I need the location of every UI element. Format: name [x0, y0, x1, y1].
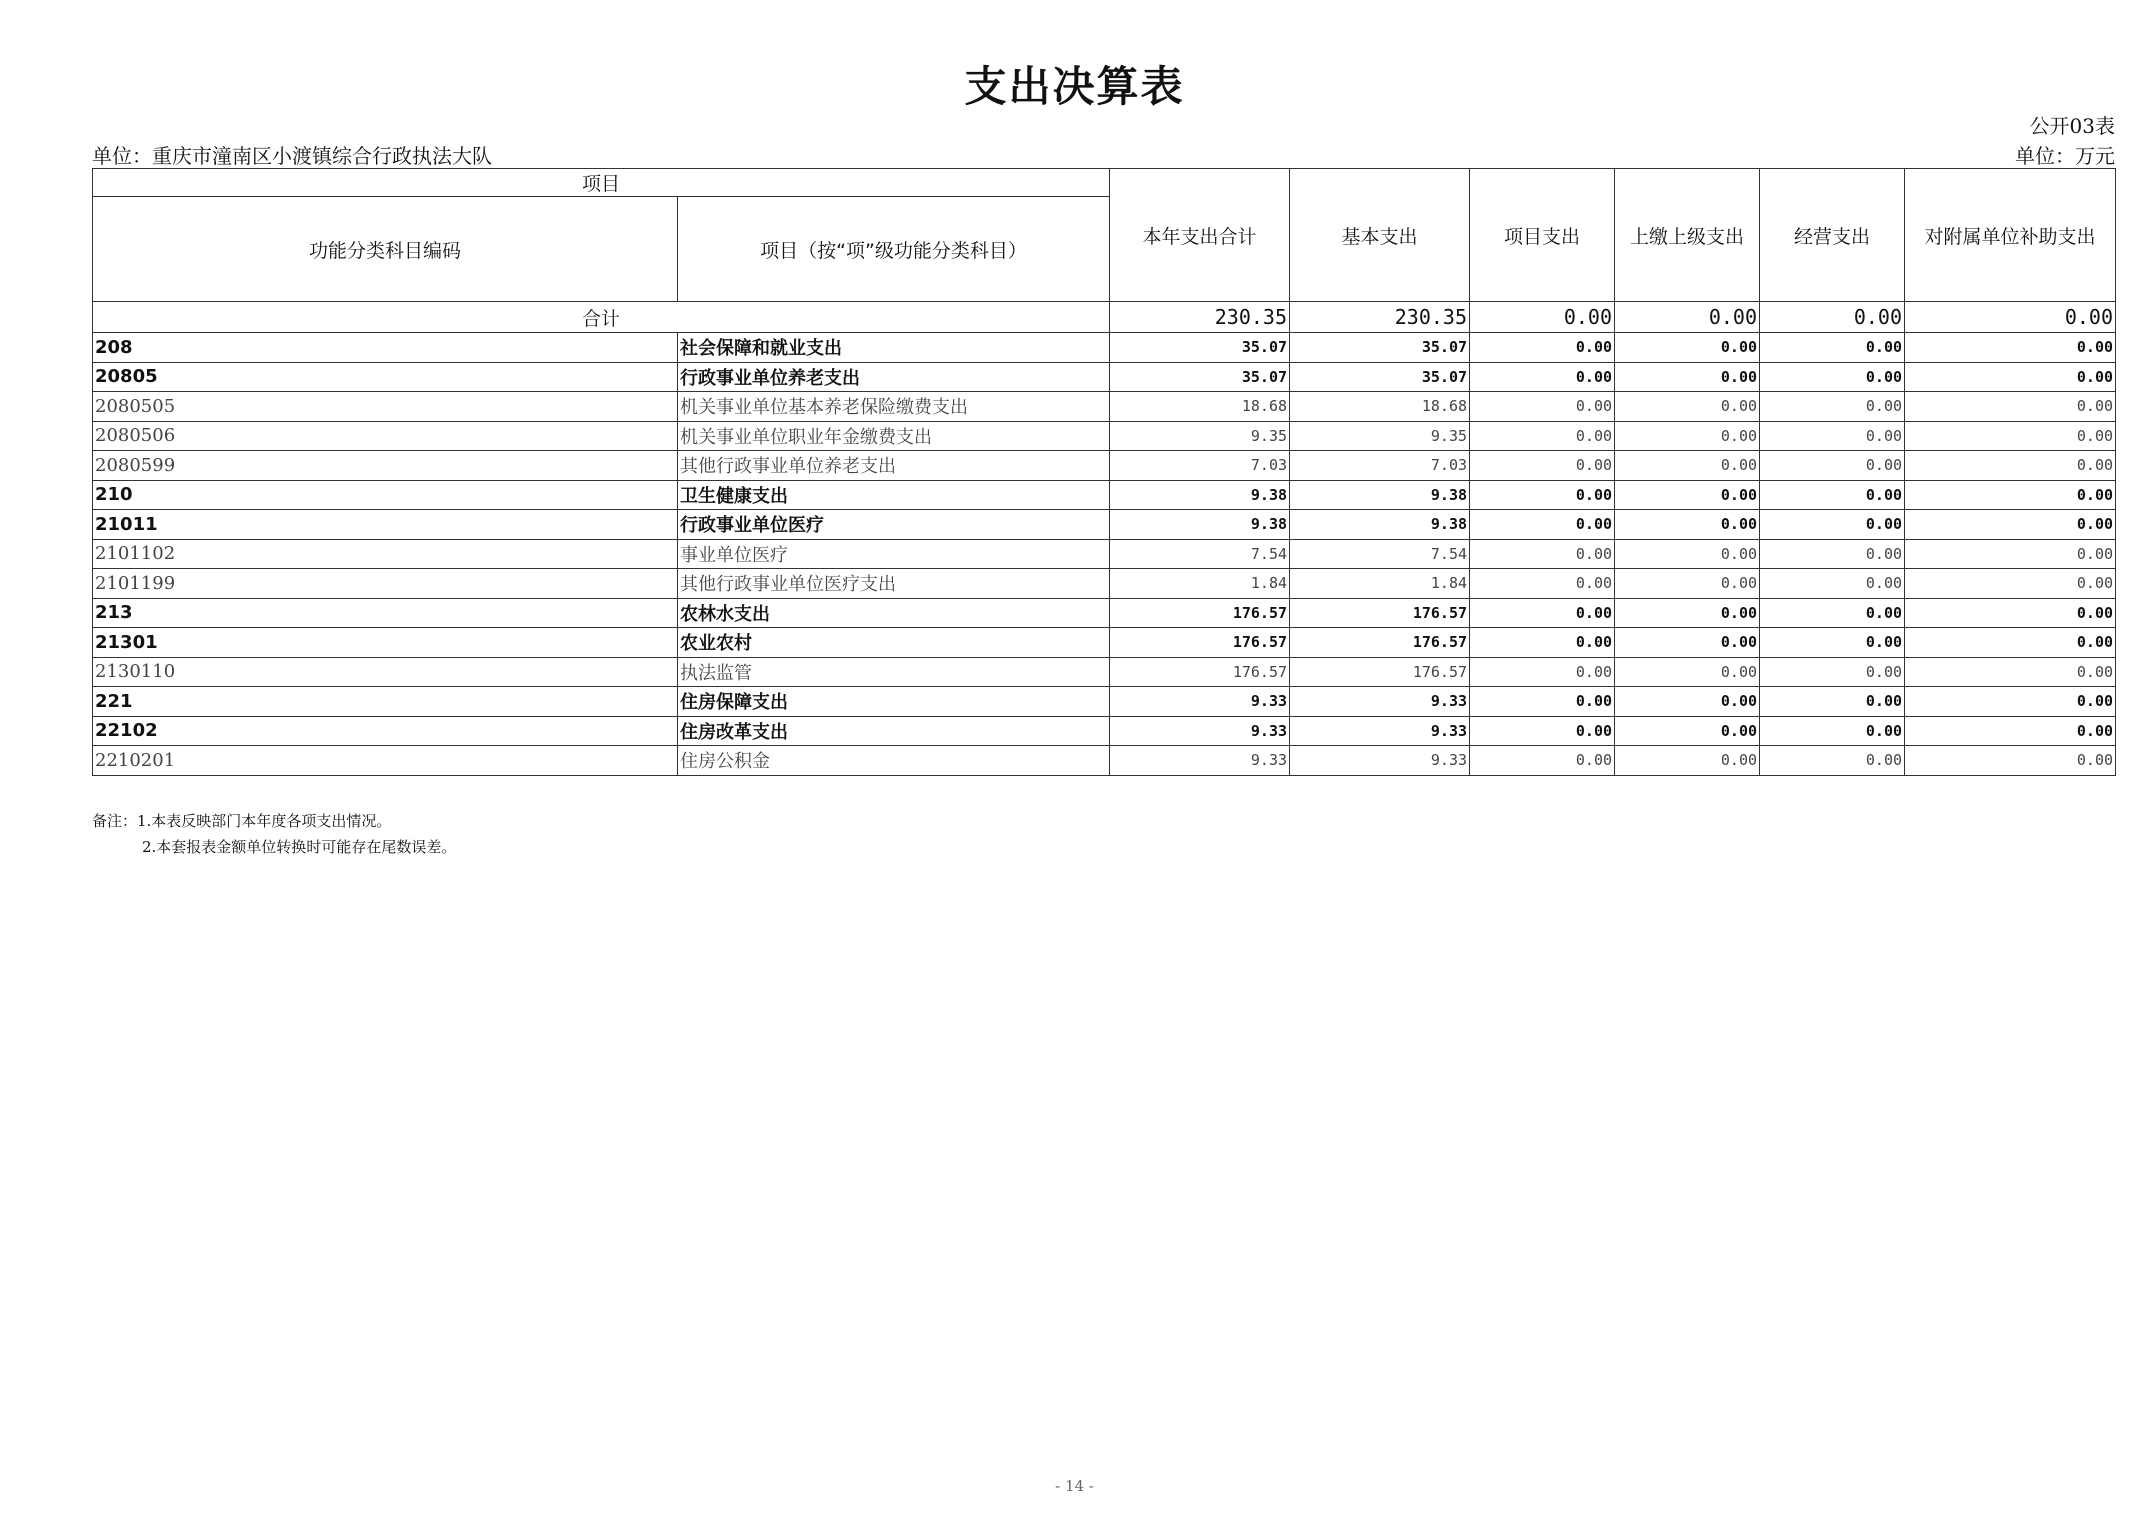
row-value: 7.54 [1110, 539, 1290, 569]
row-value: 9.33 [1110, 687, 1290, 717]
row-value: 0.00 [1905, 480, 2116, 510]
row-code: 213 [93, 598, 678, 628]
row-code: 210 [93, 480, 678, 510]
row-value: 0.00 [1905, 421, 2116, 451]
row-value: 0.00 [1905, 362, 2116, 392]
header-code: 功能分类科目编码 [93, 197, 678, 302]
row-value: 9.33 [1290, 687, 1470, 717]
row-value: 0.00 [1905, 451, 2116, 481]
total-cell: 0.00 [1470, 302, 1615, 333]
row-value: 0.00 [1905, 746, 2116, 776]
row-value: 0.00 [1760, 480, 1905, 510]
row-code: 20805 [93, 362, 678, 392]
currency-unit: 单位：万元 [2015, 144, 2115, 168]
row-value: 0.00 [1470, 539, 1615, 569]
row-value: 7.03 [1290, 451, 1470, 481]
row-value: 0.00 [1470, 480, 1615, 510]
row-value: 9.38 [1110, 480, 1290, 510]
row-value: 35.07 [1110, 362, 1290, 392]
table-row [93, 451, 2116, 481]
row-code: 221 [93, 687, 678, 717]
table-row [93, 716, 2116, 746]
row-value: 0.00 [1470, 628, 1615, 658]
table-row [93, 362, 2116, 392]
row-name: 执法监管 [678, 657, 1110, 687]
form-number: 公开03表 [2029, 114, 2115, 138]
row-code: 22102 [93, 716, 678, 746]
row-value: 0.00 [1760, 539, 1905, 569]
row-value: 0.00 [1760, 362, 1905, 392]
row-value: 0.00 [1905, 628, 2116, 658]
row-name: 机关事业单位基本养老保险缴费支出 [678, 392, 1110, 422]
row-name: 事业单位医疗 [678, 539, 1110, 569]
row-value: 0.00 [1905, 392, 2116, 422]
table-row [93, 510, 2116, 540]
row-value: 0.00 [1760, 333, 1905, 363]
row-code: 2101199 [93, 569, 678, 599]
row-value: 0.00 [1470, 421, 1615, 451]
row-value: 9.35 [1290, 421, 1470, 451]
table-row [93, 569, 2116, 599]
row-code: 2080599 [93, 451, 678, 481]
row-code: 2080505 [93, 392, 678, 422]
row-value: 0.00 [1615, 716, 1760, 746]
total-label: 合计 [93, 302, 1110, 333]
row-value: 0.00 [1470, 510, 1615, 540]
row-value: 0.00 [1760, 746, 1905, 776]
row-value: 1.84 [1110, 569, 1290, 599]
row-value: 0.00 [1905, 687, 2116, 717]
row-value: 0.00 [1760, 716, 1905, 746]
row-name: 机关事业单位职业年金缴费支出 [678, 421, 1110, 451]
reporting-unit: 单位：重庆市潼南区小渡镇综合行政执法大队 [92, 144, 492, 168]
row-code: 2210201 [93, 746, 678, 776]
row-value: 0.00 [1615, 569, 1760, 599]
row-value: 0.00 [1615, 657, 1760, 687]
row-value: 0.00 [1615, 628, 1760, 658]
row-value: 0.00 [1760, 421, 1905, 451]
row-code: 21011 [93, 510, 678, 540]
row-code: 2080506 [93, 421, 678, 451]
page-title: 支出决算表 [964, 62, 1185, 111]
row-value: 0.00 [1470, 598, 1615, 628]
row-value: 0.00 [1905, 510, 2116, 540]
row-value: 176.57 [1110, 598, 1290, 628]
row-value: 35.07 [1290, 362, 1470, 392]
total-cell: 230.35 [1290, 302, 1470, 333]
row-value: 9.33 [1290, 746, 1470, 776]
row-name: 农林水支出 [678, 598, 1110, 628]
row-value: 0.00 [1760, 598, 1905, 628]
row-value: 176.57 [1290, 628, 1470, 658]
row-value: 176.57 [1110, 657, 1290, 687]
row-value: 0.00 [1615, 539, 1760, 569]
row-code: 2130110 [93, 657, 678, 687]
row-value: 0.00 [1470, 716, 1615, 746]
row-name: 其他行政事业单位养老支出 [678, 451, 1110, 481]
row-name: 农业农村 [678, 628, 1110, 658]
row-value: 18.68 [1290, 392, 1470, 422]
row-name: 住房公积金 [678, 746, 1110, 776]
row-value: 0.00 [1615, 362, 1760, 392]
table-row [93, 392, 2116, 422]
row-value: 0.00 [1760, 569, 1905, 599]
row-value: 9.38 [1290, 480, 1470, 510]
row-name: 卫生健康支出 [678, 480, 1110, 510]
row-value: 0.00 [1615, 746, 1760, 776]
row-value: 0.00 [1470, 451, 1615, 481]
row-name: 其他行政事业单位医疗支出 [678, 569, 1110, 599]
row-value: 0.00 [1470, 657, 1615, 687]
row-value: 0.00 [1470, 333, 1615, 363]
row-value: 9.33 [1110, 716, 1290, 746]
row-value: 9.38 [1110, 510, 1290, 540]
row-value: 0.00 [1760, 657, 1905, 687]
total-cell: 230.35 [1110, 302, 1290, 333]
row-value: 0.00 [1615, 392, 1760, 422]
row-value: 0.00 [1615, 480, 1760, 510]
header-basic: 基本支出 [1290, 169, 1470, 302]
row-value: 35.07 [1290, 333, 1470, 363]
row-value: 0.00 [1470, 746, 1615, 776]
row-value: 0.00 [1905, 333, 2116, 363]
row-value: 0.00 [1615, 510, 1760, 540]
row-value: 176.57 [1290, 598, 1470, 628]
table-row [93, 628, 2116, 658]
row-value: 0.00 [1760, 510, 1905, 540]
row-value: 0.00 [1470, 687, 1615, 717]
row-value: 0.00 [1760, 687, 1905, 717]
row-code: 208 [93, 333, 678, 363]
row-value: 0.00 [1470, 569, 1615, 599]
notes [92, 808, 456, 860]
row-value: 9.33 [1110, 746, 1290, 776]
header-upper-level: 上缴上级支出 [1615, 169, 1760, 302]
row-value: 18.68 [1110, 392, 1290, 422]
header-name: 项目（按“项”级功能分类科目） [678, 197, 1110, 302]
row-value: 35.07 [1110, 333, 1290, 363]
row-value: 0.00 [1760, 628, 1905, 658]
row-value: 0.00 [1760, 392, 1905, 422]
row-name: 行政事业单位医疗 [678, 510, 1110, 540]
row-name: 住房保障支出 [678, 687, 1110, 717]
page-number: - 14 - [1055, 1477, 1094, 1495]
row-value: 0.00 [1615, 451, 1760, 481]
header-subsidy: 对附属单位补助支出 [1905, 169, 2116, 302]
row-value: 9.35 [1110, 421, 1290, 451]
header-business: 经营支出 [1760, 169, 1905, 302]
row-value: 0.00 [1760, 451, 1905, 481]
table-row [93, 746, 2116, 776]
header-project: 项目 [93, 169, 1110, 197]
row-value: 0.00 [1470, 362, 1615, 392]
table-row [93, 333, 2116, 363]
row-value: 0.00 [1615, 687, 1760, 717]
row-value: 7.03 [1110, 451, 1290, 481]
row-value: 9.38 [1290, 510, 1470, 540]
row-value: 0.00 [1905, 598, 2116, 628]
table-row [93, 539, 2116, 569]
table-row [93, 598, 2116, 628]
header-project-expenditure: 项目支出 [1470, 169, 1615, 302]
table-row [93, 687, 2116, 717]
row-value: 0.00 [1905, 716, 2116, 746]
table-row [93, 657, 2116, 687]
row-value: 0.00 [1615, 421, 1760, 451]
row-value: 7.54 [1290, 539, 1470, 569]
row-value: 0.00 [1615, 598, 1760, 628]
row-value: 0.00 [1615, 333, 1760, 363]
row-value: 176.57 [1110, 628, 1290, 658]
row-name: 行政事业单位养老支出 [678, 362, 1110, 392]
row-value: 9.33 [1290, 716, 1470, 746]
note-line-2: 2.本套报表金额单位转换时可能存在尾数误差。 [142, 838, 457, 856]
expenditure-table [92, 168, 2116, 776]
row-value: 176.57 [1290, 657, 1470, 687]
row-value: 0.00 [1905, 657, 2116, 687]
row-value: 0.00 [1470, 392, 1615, 422]
row-code: 21301 [93, 628, 678, 658]
total-row [93, 302, 2116, 333]
row-value: 0.00 [1905, 569, 2116, 599]
row-name: 住房改革支出 [678, 716, 1110, 746]
row-value: 0.00 [1905, 539, 2116, 569]
row-value: 1.84 [1290, 569, 1470, 599]
table-row [93, 480, 2116, 510]
total-cell: 0.00 [1905, 302, 2116, 333]
row-name: 社会保障和就业支出 [678, 333, 1110, 363]
header-total: 本年支出合计 [1110, 169, 1290, 302]
table-row [93, 421, 2116, 451]
total-cell: 0.00 [1615, 302, 1760, 333]
total-cell: 0.00 [1760, 302, 1905, 333]
row-code: 2101102 [93, 539, 678, 569]
note-line-1: 备注：1.本表反映部门本年度各项支出情况。 [92, 812, 392, 830]
